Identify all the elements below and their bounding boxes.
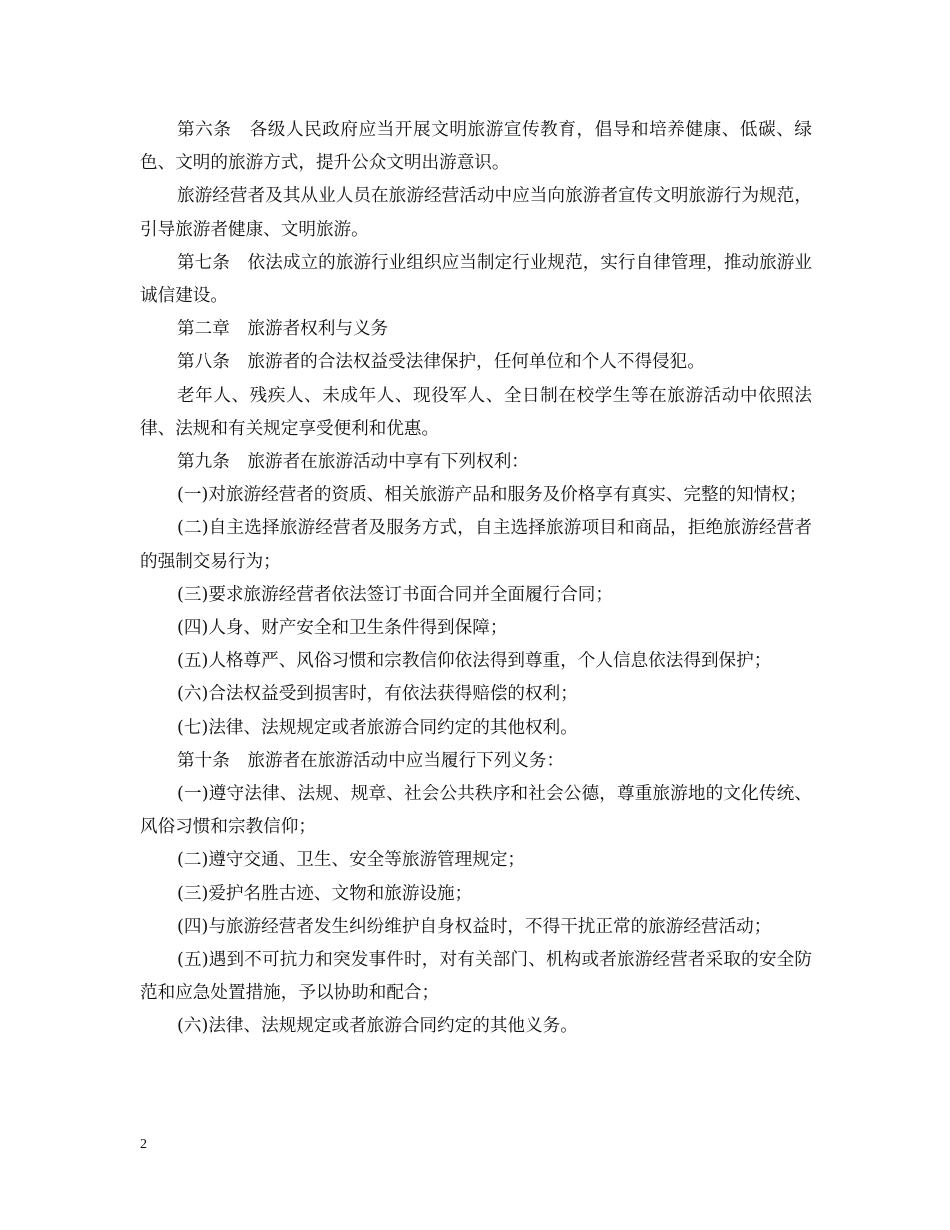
article-9-item-5: (五)人格尊严、风俗习惯和宗教信仰依法得到尊重，个人信息依法得到保护； bbox=[177, 651, 772, 672]
article-10-item-5: (五)遇到不可抗力和突发事件时，对有关部门、机构或者旅游经营者采取的安全防范和应急处置措施，予以协助和配合； bbox=[140, 950, 812, 1004]
article-10-item-3: (三)爱护名胜古迹、文物和旅游设施； bbox=[177, 883, 473, 904]
document-body bbox=[140, 114, 812, 1044]
article-9-paragraph: 第九条 旅游者在旅游活动中享有下列权利： bbox=[177, 452, 529, 473]
article-10-item-6: (六)法律、法规规定或者旅游合同约定的其他义务。 bbox=[177, 1016, 578, 1037]
article-9-item-2: (二)自主选择旅游经营者及服务方式，自主选择旅游项目和商品，拒绝旅游经营者的强制交易行为； bbox=[140, 518, 812, 572]
article-6-paragraph: 第六条 各级人民政府应当开展文明旅游宣传教育，倡导和培养健康、低碳、绿色、文明的旅游方式，提升公众文明出游意识。 bbox=[140, 120, 812, 174]
article-8-paragraph: 第八条 旅游者的合法权益受法律保护，任何单位和个人不得侵犯。 bbox=[177, 352, 705, 373]
article-7-paragraph: 第七条 依法成立的旅游行业组织应当制定行业规范，实行自律管理，推动旅游业诚信建设。 bbox=[140, 252, 812, 307]
article-10-item-2: (二)遵守交通、卫生、安全等旅游管理规定； bbox=[177, 850, 526, 871]
page-number: 2 bbox=[140, 1137, 147, 1152]
article-9-item-7: (七)法律、法规规定或者旅游合同约定的其他权利。 bbox=[177, 717, 578, 738]
article-10-paragraph: 第十条 旅游者在旅游活动中应当履行下列义务： bbox=[177, 750, 565, 771]
article-9-item-3: (三)要求旅游经营者依法签订书面合同并全面履行合同； bbox=[177, 584, 613, 605]
article-9-item-1: (一)对旅游经营者的资质、相关旅游产品和服务及价格享有真实、完整的知情权； bbox=[177, 485, 807, 506]
article-10-item-4: (四)与旅游经营者发生纠纷维护自身权益时，不得干扰正常的旅游经营活动； bbox=[177, 916, 772, 937]
chapter-2-heading: 第二章 旅游者权利与义务 bbox=[177, 319, 389, 340]
article-6-paragraph-2: 旅游经营者及其从业人员在旅游经营活动中应当向旅游者宣传文明旅游行为规范，引导旅游者健康、文明旅游。 bbox=[140, 186, 812, 240]
article-10-item-1: (一)遵守法律、法规、规章、社会公共秩序和社会公德，尊重旅游地的文化传统、风俗习惯和宗教信仰； bbox=[140, 784, 812, 838]
article-9-item-6: (六)合法权益受到损害时，有依法获得赔偿的权利； bbox=[177, 684, 578, 705]
article-9-item-4: (四)人身、财产安全和卫生条件得到保障； bbox=[177, 618, 508, 639]
article-8-paragraph-2: 老年人、残疾人、未成年人、现役军人、全日制在校学生等在旅游活动中依照法律、法规和有关规定享受便利和优惠。 bbox=[140, 385, 812, 439]
